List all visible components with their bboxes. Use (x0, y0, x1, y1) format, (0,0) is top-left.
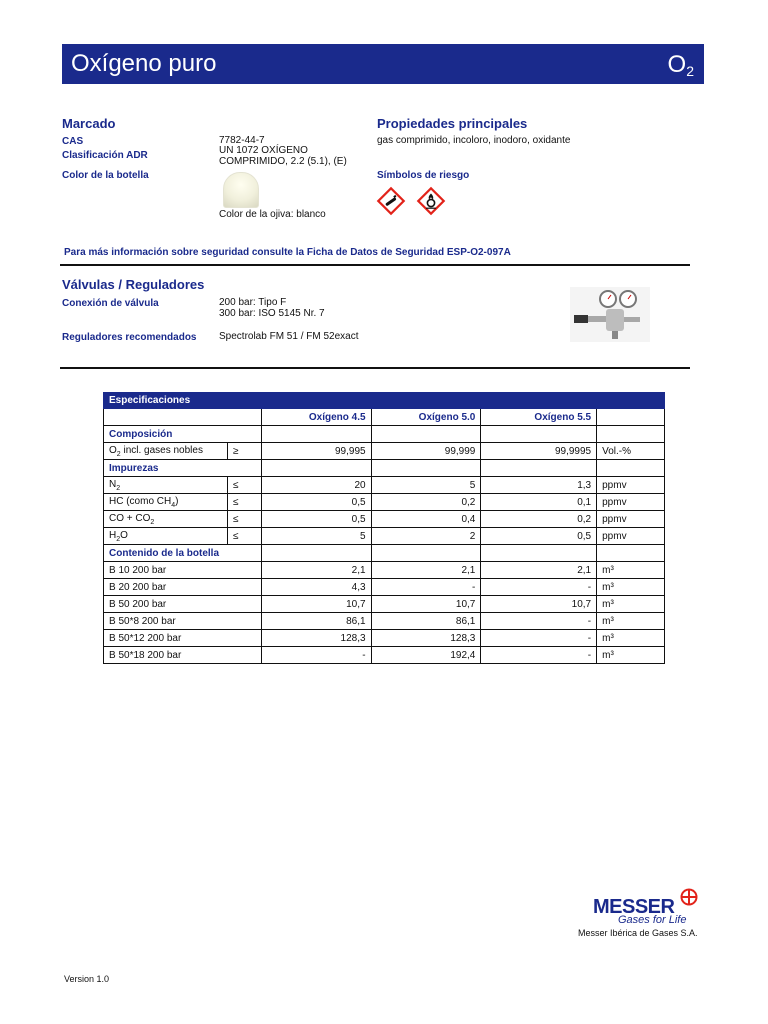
table-row (104, 630, 665, 647)
empty-cell (227, 613, 261, 630)
messer-logo: MESSER (593, 896, 675, 918)
unit-cell: ppmv (597, 494, 665, 511)
table-row (104, 477, 665, 494)
unit-cell: ppmv (597, 528, 665, 545)
value-cell: 128,3 (371, 630, 481, 647)
propiedades-text: gas comprimido, incoloro, inodoro, oxidante (377, 135, 571, 146)
table-row (104, 579, 665, 596)
value-cell: 192,4 (371, 647, 481, 664)
conexion-label: Conexión de válvula (62, 298, 159, 309)
section-label: Impurezas (104, 460, 228, 477)
value-cell: 99,995 (261, 443, 371, 460)
bottle-color-swatch (223, 172, 259, 208)
ojiva-text: Color de la ojiva: blanco (219, 209, 326, 220)
empty-cell (597, 545, 665, 562)
conexion-value (219, 297, 325, 319)
value-cell: - (481, 647, 597, 664)
simbolos-label: Símbolos de riesgo (377, 170, 470, 181)
marcado-heading: Marcado (62, 116, 116, 131)
value-cell: 0,5 (261, 511, 371, 528)
empty-cell (481, 545, 597, 562)
empty-cell (227, 647, 261, 664)
version-label: Version 1.0 (64, 974, 110, 984)
value-cell: 5 (261, 528, 371, 545)
section-label: Composición (104, 426, 228, 443)
table-row (104, 596, 665, 613)
value-cell: 86,1 (371, 613, 481, 630)
row-label: B 50 200 bar (104, 596, 228, 613)
header-empty-cell (227, 409, 261, 426)
value-cell: 10,7 (371, 596, 481, 613)
unit-cell: m³ (597, 647, 665, 664)
value-cell: - (481, 630, 597, 647)
empty-cell (261, 460, 371, 477)
row-label: B 50*18 200 bar (104, 647, 228, 664)
empty-cell (227, 562, 261, 579)
value-cell: 2,1 (371, 562, 481, 579)
row-label: $O_2$ incl. gases nobles (104, 443, 228, 460)
value-cell: 1,3 (481, 477, 597, 494)
conexion-line-1: 200 bar: Tipo F (219, 297, 287, 308)
messer-logo-icon (679, 887, 699, 907)
table-row (104, 647, 665, 664)
value-cell: 10,7 (261, 596, 371, 613)
table-row (104, 443, 665, 460)
cas-label: CAS (62, 136, 84, 147)
value-cell: 5 (371, 477, 481, 494)
adr-line-2: COMPRIMIDO, 2.2 (5.1), (E) (219, 156, 347, 167)
value-cell: - (481, 613, 597, 630)
title-bar (62, 44, 704, 84)
value-cell: 2 (371, 528, 481, 545)
value-cell: 0,2 (481, 511, 597, 528)
chemical-formula: $O_2$ (667, 51, 694, 79)
header-empty-cell (597, 409, 665, 426)
adr-value (219, 145, 347, 167)
propiedades-heading: Propiedades principales (377, 116, 528, 131)
unit-cell: ppmv (597, 477, 665, 494)
company-name: Messer Ibérica de Gases S.A. (578, 928, 698, 938)
bottle-color-label: Color de la botella (62, 170, 149, 181)
empty-cell (371, 545, 481, 562)
unit-cell: m³ (597, 562, 665, 579)
row-operator: ≤ (227, 511, 261, 528)
row-operator: ≤ (227, 477, 261, 494)
table-banner-row (104, 393, 665, 409)
specifications-table (103, 392, 665, 664)
row-label: HC (como $CH_4$) (104, 494, 228, 511)
pressure-regulator-image (570, 287, 650, 342)
divider-bottom (60, 367, 690, 369)
row-label: CO + $CO_2$ (104, 511, 228, 528)
value-cell: - (371, 579, 481, 596)
reguladores-label: Reguladores recomendados (62, 332, 197, 343)
logo-tagline: Gases for Life (618, 914, 687, 926)
empty-cell (481, 460, 597, 477)
page-title: Oxígeno puro (71, 50, 217, 77)
value-cell: 99,999 (371, 443, 481, 460)
col-oxigeno-50: Oxígeno 5.0 (371, 409, 481, 426)
empty-cell (261, 426, 371, 443)
empty-cell (597, 426, 665, 443)
value-cell: 128,3 (261, 630, 371, 647)
conexion-line-2: 300 bar: ISO 5145 Nr. 7 (219, 308, 325, 319)
divider-top (60, 264, 690, 266)
empty-cell (227, 426, 261, 443)
reguladores-value: Spectrolab FM 51 / FM 52exact (219, 331, 359, 342)
empty-cell (227, 460, 261, 477)
row-label: $N_2$ (104, 477, 228, 494)
value-cell: 10,7 (481, 596, 597, 613)
value-cell: - (261, 647, 371, 664)
table-row (104, 562, 665, 579)
empty-cell (481, 426, 597, 443)
table-header-row (104, 409, 665, 426)
table-row (104, 528, 665, 545)
adr-line-1: UN 1072 OXÍGENO (219, 145, 308, 156)
unit-cell: m³ (597, 613, 665, 630)
empty-cell (227, 596, 261, 613)
table-row (104, 511, 665, 528)
value-cell: 4,3 (261, 579, 371, 596)
row-label: B 50*12 200 bar (104, 630, 228, 647)
empty-cell (371, 426, 481, 443)
unit-cell: m³ (597, 630, 665, 647)
value-cell: 99,9995 (481, 443, 597, 460)
empty-cell (227, 630, 261, 647)
section-impurezas (104, 460, 665, 477)
safety-data-note: Para más información sobre seguridad consulte la Ficha de Datos de Seguridad ESP-O2-097A (64, 247, 511, 258)
value-cell: - (481, 579, 597, 596)
row-operator: ≤ (227, 528, 261, 545)
empty-cell (371, 460, 481, 477)
gas-cylinder-hazard-icon (376, 186, 406, 216)
section-label: Contenido de la botella (104, 545, 262, 562)
value-cell: 0,4 (371, 511, 481, 528)
value-cell: 0,1 (481, 494, 597, 511)
spec-banner: Especificaciones (104, 393, 665, 409)
value-cell: 2,1 (261, 562, 371, 579)
row-label: B 50*8 200 bar (104, 613, 228, 630)
table-row (104, 613, 665, 630)
header-empty-cell (104, 409, 228, 426)
value-cell: 0,5 (261, 494, 371, 511)
empty-cell (597, 460, 665, 477)
row-operator: ≥ (227, 443, 261, 460)
empty-cell (227, 579, 261, 596)
value-cell: 2,1 (481, 562, 597, 579)
row-label: $H_2O$ (104, 528, 228, 545)
col-oxigeno-55: Oxígeno 5.5 (481, 409, 597, 426)
value-cell: 20 (261, 477, 371, 494)
unit-cell: m³ (597, 596, 665, 613)
row-label: B 20 200 bar (104, 579, 228, 596)
section-composicion (104, 426, 665, 443)
oxidizer-flame-icon (416, 186, 446, 216)
cas-value: 7782-44-7 (219, 135, 265, 146)
adr-label: Clasificación ADR (62, 150, 148, 161)
col-oxigeno-45: Oxígeno 4.5 (261, 409, 371, 426)
value-cell: 86,1 (261, 613, 371, 630)
value-cell: 0,2 (371, 494, 481, 511)
unit-cell: Vol.-% (597, 443, 665, 460)
table-row (104, 494, 665, 511)
row-label: B 10 200 bar (104, 562, 228, 579)
unit-cell: m³ (597, 579, 665, 596)
row-operator: ≤ (227, 494, 261, 511)
empty-cell (261, 545, 371, 562)
section-contenido (104, 545, 665, 562)
unit-cell: ppmv (597, 511, 665, 528)
value-cell: 0,5 (481, 528, 597, 545)
valvulas-heading: Válvulas / Reguladores (62, 277, 205, 292)
